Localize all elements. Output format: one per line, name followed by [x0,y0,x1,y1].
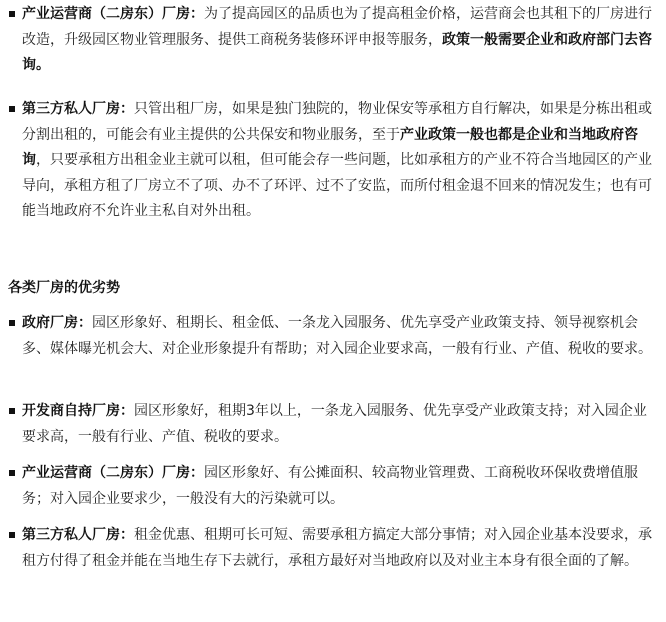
bullet-icon [8,97,22,111]
bullet-icon [8,311,22,325]
item-term: 产业运营商（二房东）厂房： [22,465,204,481]
bullet-icon [8,2,22,16]
list-item [8,461,658,512]
list-item-text [22,311,658,362]
list-item [8,311,658,362]
item-body: 只管出租厂房，如果是独门独院的，物业保安等承租方自行解决，如果是分栋出租或分割出租的，可能会有业主提供的公共保安和物业服务，至于 [22,101,652,143]
item-body: 园区形象好、租期长、租金低、一条龙入园服务、优先享受产业政策支持、领导视察机会多、媒体曝光机会大、对企业形象提升有帮助；对入园企业要求高，一般有行业、产值、税收的要求。 [22,315,652,357]
list-item [8,399,658,450]
list-item-text [22,523,658,574]
item-body: 租金优惠、租期可长可短、需要承租方搞定大部分事情；对入园企业基本没要求，承租方付得了租金并能在当地生存下去就行，承租方最好对当地政府以及对业主本身有很全面的了解。 [22,527,652,569]
item-term: 政府厂房： [22,315,92,331]
item-bold-note: 政策一般需要企业和政府部门去咨询。 [22,31,652,73]
item-body-continued: ，只要承租方出租金业主就可以租，但可能会存一些问题，比如承租方的产业不符合当地园区的产业导向，承租方租了厂房立不了项、办不了环评、过不了安监，而所付租金退不回来的情况发生；也有可能当地政府不允许业主私自对外出租。 [22,152,652,219]
item-bold-note: 产业政策一般也都是企业和当地政府咨询 [22,126,638,168]
list-item [8,2,658,79]
item-body: 为了提高园区的品质也为了提高租金价格，运营商会也其租下的厂房进行改造，升级园区物业管理服务、提供工商税务装修环评申报等服务， [22,6,652,48]
list-item-text [22,2,658,79]
bullet-icon [8,461,22,475]
bullet-icon [8,399,22,413]
list-item [8,523,658,574]
list-item-text [22,399,658,450]
section-heading: 各类厂房的优劣势 [8,280,120,296]
list-item-text [22,97,658,225]
list-item-text [22,461,658,512]
bullet-icon [8,523,22,537]
item-term: 开发商自持厂房： [22,403,134,419]
list-item [8,97,658,225]
item-term: 产业运营商（二房东）厂房： [22,6,204,22]
item-body: 园区形象好、有公摊面积、较高物业管理费、工商税收环保收费增值服务；对入园企业要求少，一般没有大的污染就可以。 [22,465,638,507]
item-body: 园区形象好，租期3年以上，一条龙入园服务、优先享受产业政策支持；对入园企业要求高，一般有行业、产值、税收的要求。 [22,403,647,445]
item-term: 第三方私人厂房： [22,527,134,543]
item-term: 第三方私人厂房： [22,101,134,117]
